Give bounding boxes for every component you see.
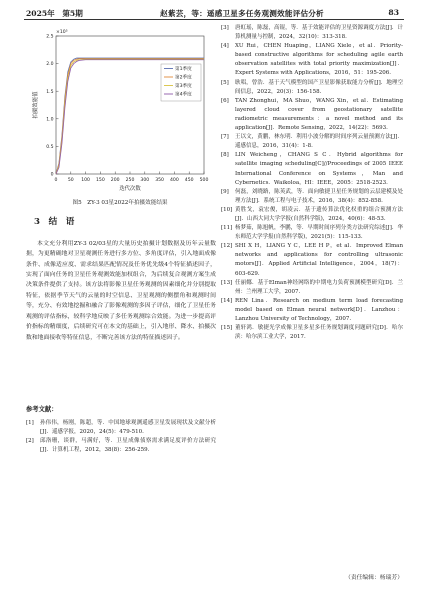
y-tick-label: 0 [50,172,54,178]
y-tick-label: 1.5 [46,89,54,95]
reference-item: [12] SHI X H，LIANG Y C，LEE H P，et al．Improved Elman networks and applications for controlling ultrasonic motors[J]．Applied Artificial Intelligence，2004，18(7)：603-629. [221,243,403,277]
y-tick-label: 2.0 [46,62,54,68]
references-right-column [221,24,403,342]
reference-item: [1] 孙伟伟，杨刚，陈超，等．中国地球观测遥感卫星发展现状及文献分析[J]．遥感学报，2020，24(5)：479-510. [26,420,216,436]
plot-frame [56,36,204,174]
x-axis-label: 迭代次数 [119,186,141,192]
editor-note: （责任编辑：杨瑞芳） [345,575,403,581]
reference-item: [8] LIN Weicheng，CHANG S C．Hybrid algorithms for satellite imaging scheduling[C]//Proceedings of 2005 IEEE International Conference on Systems，Man and Cybernetics．Waikoloa，HI：IEEE，2005：2518-2523. [221,152,403,186]
reference-item: [3] 唐虹瑶，陈磊，高锟，等．基于效能评估的卫星资源调度方法[J]．计算机测量与控制，2024，32(10)：313-318. [221,25,403,41]
reference-item: [4] XU Rui，CHEN Huaping，LIANG Xiele，et al．Priority-based constructive algorithms for scheduling agile earth observation satellites with total priority maximization[J]．Expert Systems with Applications，2016，51：195-206. [221,43,403,77]
reference-item: [9] 何磊，刘晓路，陈英武，等．面向敏捷卫星任务规划的云层建模及处理方法[J]．系统工程与电子技术，2016，38(4)：852-858. [221,188,403,204]
x-tick-label: 50 [67,178,74,183]
running-header [0,5,427,19]
x-tick-label: 250 [125,178,135,183]
reference-item: [7] 王以文，黄鹏，林东明．利用小波分解的时间序列云量预测方法[J]．遥感信息，2016，31(4)：1-8. [221,134,403,150]
reference-item: [6] TAN Zhonghui，MA Shuo，WANG Xin，et al．Estimating layered cloud cover from geostationary satellite radiometric measurements：a novel method and its application[J]．Remote Sensing，2022，14(22)：5693. [221,97,403,132]
y-axis-label: 拍摄效能值 [33,91,39,119]
x-tick-label: 500 [199,178,209,183]
y-exponent-label: ×10⁵ [56,30,68,35]
efficiency-line-chart [26,24,214,196]
reference-item: [14] REN Lina．Research on medium term load forecasting model based on Elman neural network[D]．Lanzhou：Lanzhou University of Technology，2007. [221,297,403,322]
x-tick-label: 150 [96,178,105,183]
x-tick-label: 400 [170,178,179,183]
reference-item: [13] 任丽娜．基于Elman神经网络的中期电力负荷预测模型研究[D]．兰州：兰州理工大学，2007. [221,279,403,295]
x-tick-label: 0 [54,178,58,183]
x-tick-label: 300 [140,178,150,183]
running-title: 赵紫芸，等：遥感卫星多任务观测效能评估分析 [160,9,324,18]
page-number: 83 [388,8,399,17]
figure-5 [26,24,214,196]
reference-item: [10] 黄胜戈，袁宏俊，胡凌云．基于遗传算法优化权重的组合预测方法[J]．山西大同大学学报(自然科学版)，2024，40(6)：48-53. [221,206,403,222]
y-tick-label: 1.0 [46,117,54,123]
references-title: 参考文献： [26,406,58,413]
reference-item: [5] 耿唱，曾浩．基于天气模型的国产卫星影像获取能力分析[J]．地理空间信息，2022，20(3)：156-158. [221,79,403,95]
conclusion-paragraph: 本文充分利用ZY-3 02/03星的大量历史拍摄计划数据及历年云量数据，为更精确地对卫星观测任务进行多方位、多角度评估，引入地面成像条件、成像适应度、需求结果匹配情况及任务优先级4个特征描述因子，实现了面向任务的卫星任务观测效能加权组合，为后续复合观测方案生成决策条件提供了支持。该方法将影像卫星任务观测的因素细化并分别提取特征，依据季节天气的云量的时空信息、卫星观测的侧摆角和观测时间等，充分、有效地挖掘和融合了影像观测的多因子评估，细化了卫星任务观测的评估指标，较科学地反映了多任务观测综合效能。为进一步提高评价指标的精细度，后续研究可在本文的基础上，引入地形、降水、拍摄次数和地面接收等特征信息，不断完善该方法的特征描述因子。 [26,240,216,341]
legend-label: 第4季度 [175,92,192,98]
legend-label: 第1季度 [175,67,192,72]
legend-label: 第2季度 [175,75,192,81]
header-rule [24,19,404,20]
figure-caption: 图5 ZY-3 03星2022年拍摄效能结果 [72,200,168,206]
section-title: 3 结 语 [34,217,75,227]
reference-item: [11] 杨梦茹，陈旭帆，李鹏，等．早期时间序列分类方法研究综述[J]．华东师范大学学报(自然科学版)，2021(5)：115-133. [221,225,403,241]
journal-issue: 2025年 第5期 [26,9,83,18]
x-tick-label: 100 [81,178,90,183]
reference-item: [2] 邱洛珊，谈群，马满好，等．卫星成像侦察需求满足度评价方法研究[J]．计算机工程，2012，38(8)：256-259. [26,438,216,454]
y-tick-label: 2.5 [46,34,54,40]
x-tick-label: 200 [110,178,120,183]
references-left-column [26,419,216,455]
y-tick-label: 0.5 [46,145,54,150]
reference-item: [15] 董轩鸿．敏捷光学成像卫星多星多任务规划调度问题研究[D]．哈尔滨：哈尔滨工业大学，2017. [221,325,403,341]
x-tick-label: 350 [155,178,164,183]
x-tick-label: 450 [184,178,194,183]
legend-label: 第3季度 [175,84,192,89]
